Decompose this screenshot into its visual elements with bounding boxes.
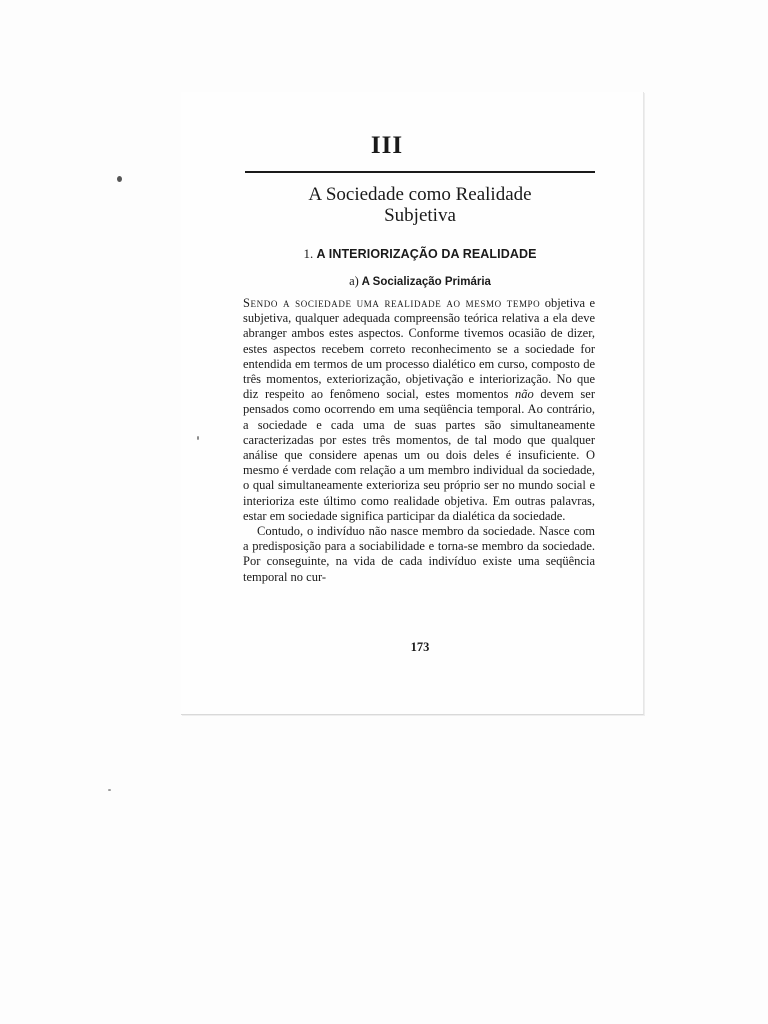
chapter-divider [245, 171, 595, 173]
page-number: 173 [410, 640, 430, 654]
chapter-title-line-1: A Sociedade como Realidade [308, 184, 532, 205]
paragraph-1-text-b: devem ser pensados como ocorrendo em uma seqüência temporal. Ao contrário, a sociedade e cada uma de suas partes são simultaneamente caracterizadas por estes três momentos, de tal modo que qualquer análise que considere apenas um ou dois deles é insuficiente. O mesmo é verdade com relação a um membro individual da sociedade, o qual simultaneamente exterioriza seu próprio ser no mundo social e interioriza este último como realidade objetiva. Em outras palavras, estar em sociedade significa participar da dialética da sociedade. [243, 387, 595, 523]
chapter-title [245, 184, 595, 226]
paragraph-1-lead: Sendo a sociedade uma realidade ao mesmo tempo [243, 296, 541, 310]
paragraph-1-text-a: objetiva e subjetiva, qualquer adequada compreensão teórica relativa a ela deve abranger ambos estes aspectos. Conforme tivemos ocasião de dizer, estes aspectos recebem correto reconhecimento se a sociedade for entendida em termos de um processo dialético em curso, composto de três momentos, exteriorização, objetivação e interiorização. No que diz respeito ao fenômeno social, estes momentos [243, 296, 595, 402]
scan-speck [197, 436, 199, 440]
subsection-title: A Socialização Primária [361, 276, 491, 288]
scan-speck [117, 176, 122, 182]
paragraph-1-emphasis: não [515, 387, 534, 402]
section-number: 1. [303, 246, 314, 261]
section-heading [245, 246, 595, 262]
section-title: A INTERIORIZAÇÃO DA REALIDADE [316, 247, 537, 261]
scan-speck [108, 789, 111, 791]
chapter-title-line-2: Subjetiva [384, 205, 456, 226]
subsection-heading [245, 274, 595, 289]
paragraph-1 [243, 296, 595, 524]
body-text [243, 296, 595, 585]
subsection-letter: a) [349, 274, 359, 288]
paragraph-2: Contudo, o indivíduo não nasce membro da sociedade. Nasce com a predisposição para a sociabilidade e torna-se membro da sociedade. Por conseguinte, na vida de cada indivíduo existe uma seqüência temporal no cur- [243, 524, 595, 584]
chapter-number: III [370, 132, 404, 159]
